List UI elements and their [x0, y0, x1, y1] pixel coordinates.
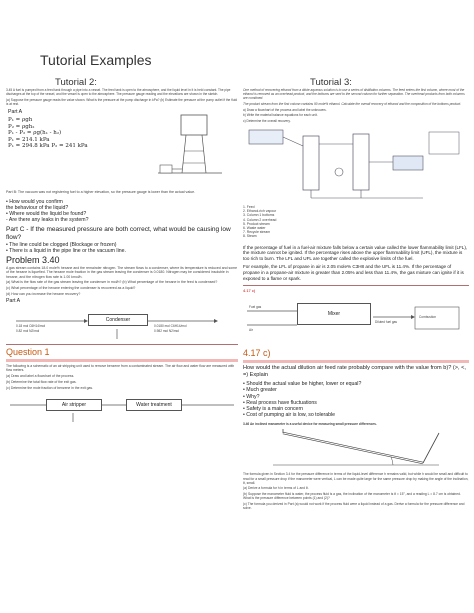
equation: P₁ - P₂ = ρg(h₁ - h₂) — [8, 130, 62, 137]
condenser-flowchart — [6, 307, 238, 341]
q346-paragraph: (b) Suppose the manometer fluid is water, the process fluid is a gas, the inclination of the manometer is θ = 15°, and a reading L = 8.7 cm is obtained. What is the pressure difference between points (1) and (2)? — [243, 491, 461, 501]
task-list — [243, 108, 469, 123]
question-paragraph: (b) Determine the total flow rate of the exit gas. — [6, 380, 77, 385]
right-column-heading: Tutorial 3: — [310, 77, 352, 88]
problem-paragraph: (d) How can you increase the hexane recovery? — [6, 292, 81, 297]
flammability-paragraph: If the percentage of fuel in a fuel-air mixture falls below a certain value called the lower flammability limit (LFL), the mixture cannot be ignited. If the percentage rises above the upper flammability limit (UFL), the mixture is too rich to burn. The LFL and UFL are together called the explosive limits of the fuel. — [243, 244, 468, 261]
question-item: the behaviour of the liquid? — [6, 204, 69, 211]
q417-label: 4.17 c) — [243, 287, 256, 293]
problem-paragraph: (a) What is the flow rate of the gas stream leaving the condenser in mol/h? (b) What percentage of the hexane in the feed is condensed? — [6, 280, 218, 285]
equation: P₁ = 294.8 kPa P₂ = 241 kPa — [8, 143, 88, 150]
part-c-bullet: • The line could be clogged (Blockage or frozen) — [6, 241, 117, 248]
question-paragraph: (c) Determine the mole fraction of benzene in the exit gas. — [6, 385, 94, 390]
q417c-bullet: • Should the actual value be higher, lower or equal? — [243, 381, 362, 388]
flow-label: 0.982 mol N2/mol — [154, 329, 179, 334]
legend-item: 3. Column 1 bottoms — [243, 213, 275, 218]
legend-item: 5. Product stream — [243, 221, 270, 226]
mixer-label: Combustion — [419, 314, 437, 319]
flow-label: 0.18 mol C6H14/mol — [16, 324, 46, 329]
part-c-bullets — [6, 242, 238, 254]
question-1-text — [6, 364, 238, 390]
mixer-label: Fuel gas — [249, 304, 262, 309]
q346-paragraph: The formula given in Section 3.4 for the pressure difference in terms of the liquid-level difference h remains valid, but while h would be small and difficult to read for a small pressure drop if the manometer were vertical, L can be made quite large for the same pressure drop by making the angle of the inclination, θ, small. — [243, 472, 469, 485]
legend-item: 2. Ethanol-rich vapour — [243, 209, 277, 214]
task-item: c) Determine the overall recovery. — [243, 118, 291, 123]
legend-item: 7. Recycle stream — [243, 230, 271, 235]
tutorial2-intro — [6, 88, 238, 106]
legend-item: 6. Waste water — [243, 226, 266, 231]
mixer-box: Mixer — [297, 303, 371, 325]
equation: P₁ = 214.1 kPa — [8, 136, 50, 143]
problem-title: Problem 3.40 — [6, 254, 60, 265]
flammability-paragraph: For example, the LFL of propane in air is 2.05 mole% C3H8 and the UFL is 11.4%. If the percentage of propane in a propane-air mixture is greater than 2.05% and less than 11.4%, the gas mixture can ignite if it is exposed to a flame or spark. — [243, 264, 464, 281]
mixer-flowchart — [243, 289, 469, 345]
legend-item: 4. Column 2 overhead — [243, 217, 277, 222]
part-c-bullet: • There is a liquid in the pipe line or the vacuum line. — [6, 247, 126, 254]
q346-paragraph: (a) Derive a formula for h in terms of L and θ. — [243, 486, 309, 491]
intro-paragraph: (a) Suppose the pressure gauge reads the value shown. What is the pressure at the pump discharge in kPa? (b) Estimate the pressure at the pump outlet if the fluid is at rest. — [6, 97, 238, 106]
distillation-diagram — [243, 126, 469, 202]
slide-stripe — [243, 360, 469, 363]
air-stripper-box: Air stripper — [46, 399, 102, 411]
flow-label: 0.82 mol N2/mol — [16, 329, 40, 334]
intro-paragraph: The product stream from the first column contains 90 mole% ethanol. Calculate the overall recovery of ethanol and the composition of the bottoms product. — [243, 101, 462, 106]
q346-paragraph: (c) The formula you derived in Part (a) would not work if the process fluid were a liquid instead of a gas. Derive a formula for the pressure difference and solve. — [243, 501, 465, 510]
question-paragraph: The following is a schematic of an air stripping unit used to remove benzene from a contaminated stream. The air flow and water flow are measured with flow meters. — [6, 364, 235, 373]
part-a-figure — [6, 109, 238, 187]
equation: P₂ = ρgh₂ — [8, 123, 35, 130]
manometer-sketch — [243, 429, 469, 469]
intro-paragraph: 3.45 A fuel is pumped from a feed tank through a pipe into a vessel. The feed tank is open to the atmosphere, and the liquid level in it is held constant. The pipe discharges at the top of the vessel, and the vessel is open to the atmosphere. The pressure gauge reading and the elevations are shown in the sketch. — [6, 88, 231, 97]
equation-list — [8, 117, 148, 150]
tutorial3-intro — [243, 88, 469, 106]
slide-stripe — [6, 359, 238, 362]
question-1-title: Question 1 — [6, 347, 50, 358]
inclined-manometer-figure — [243, 429, 469, 469]
q417c-question: How would the actual dilution air feed rate probably compare with the value from b)? (>, <, =) Explain — [243, 364, 466, 378]
air-stripper-flowchart — [6, 393, 238, 423]
task-item: a) Draw a flowchart of the process and label the unknowns. — [243, 107, 327, 112]
q417c-bullet: • Cost of pumping air is low, so tolerable — [243, 412, 336, 419]
left-column — [6, 88, 238, 608]
q417c-title: 4.17 c) — [243, 347, 271, 358]
task-item: b) Write the material balance equations for each unit. — [243, 113, 318, 118]
question-item: • Where would the liquid be found? — [6, 210, 87, 217]
condenser-box: Condenser — [88, 314, 148, 326]
air-stripper-lines — [6, 393, 238, 423]
legend-item: 1. Feed — [243, 205, 255, 210]
part-a-label: Part A — [8, 108, 23, 115]
question-item: • How would you confirm — [6, 198, 63, 205]
water-treatment-box: Water treatment — [126, 399, 182, 411]
q346-text — [243, 472, 469, 510]
right-column — [243, 88, 469, 608]
part-a-label-2: Part A — [6, 298, 21, 305]
problem-text — [6, 266, 238, 297]
page-title: Tutorial Examples — [40, 52, 152, 68]
legend-item: 8. Steam — [243, 234, 257, 239]
questions-list — [6, 199, 238, 224]
flow-label: 0.0180 mol C6H14/mol — [154, 324, 187, 329]
part-c-question: Part C - If the measured pressure are both correct, what would be causing low flow? — [6, 226, 231, 241]
mixer-label: Air — [249, 327, 253, 332]
left-column-heading: Tutorial 2: — [55, 77, 97, 88]
intro-paragraph: One method of recovering ethanol from a dilute aqueous solution is to use a series of distillation columns. The feed enters the first column, where most of the ethanol is removed as an overhead product, and the bottoms are sent to the second column for further separation. The overhead products from both columns are combined. — [243, 88, 465, 101]
problem-paragraph: (c) What percentage of the hexane entering the condenser is recovered as a liquid? — [6, 286, 136, 291]
q417c-bullets — [243, 381, 469, 418]
divider — [243, 285, 469, 286]
equation: P₁ = ρgh — [8, 116, 33, 123]
question-paragraph: (a) Draw and label a flowchart of the process. — [6, 374, 75, 379]
q417c-bullet: • Real process have fluctuations — [243, 399, 317, 406]
q417c-bullet: • Why? — [243, 393, 260, 400]
diagram-legend — [243, 205, 469, 239]
part-b-text: Part B: The vacuum was not registering fuel to a higher elevation, so the pressure gauge is lower than the actual value. — [6, 189, 196, 194]
q417c-bullet: • Safety is a main concern — [243, 405, 304, 412]
divider — [6, 344, 238, 345]
q346-heading: 3.46 An inclined manometer is a useful device for measuring small pressure differences. — [243, 422, 377, 427]
q417c-bullet: • Much greater — [243, 387, 277, 394]
water-tower-sketch — [156, 111, 226, 181]
problem-paragraph: A gas stream contains 18.0 mole% hexane and the remainder nitrogen. The stream flows to a condenser, where its temperature is reduced and some of the hexane is liquefied. The hexane mole fraction in the gas stream leaving the condenser is 0.0180. Nitrogen may be considered insoluble in hexane, and the nitrogen flow rate is 1.00 kmol/h. — [6, 265, 238, 279]
mixer-label: Diluted fuel gas — [375, 319, 397, 324]
question-item: - Are there any leaks in the system? — [6, 217, 89, 224]
distillation-diagram-lines — [243, 126, 469, 202]
